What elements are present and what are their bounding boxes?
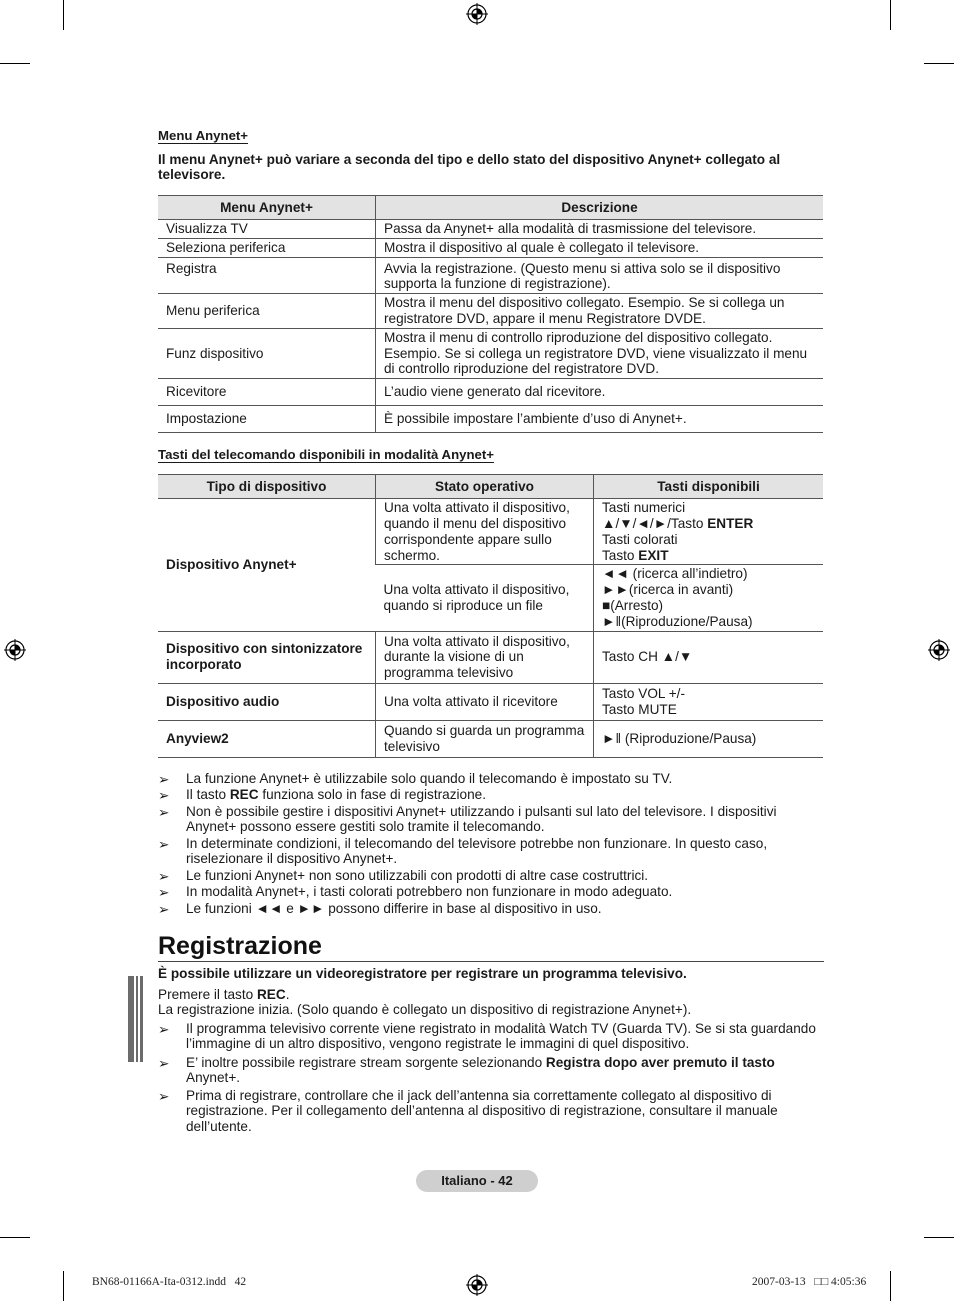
arrow-icon: ➢: [158, 901, 170, 917]
column-header: Tipo di dispositivo: [158, 474, 376, 499]
arrow-icon: ➢: [158, 836, 170, 852]
remote-keys-table: [158, 474, 823, 758]
anynet-menu-table: [158, 195, 823, 434]
remote-keys-heading: Tasti del telecomando disponibili in modalità Anynet+: [158, 447, 494, 463]
crop-mark: [924, 1237, 954, 1238]
column-header: Descrizione: [376, 195, 824, 220]
registration-mark-icon: [928, 639, 950, 661]
list-item: ➢ Il programma televisivo corrente viene registrato in modalità Watch TV (Guarda TV). Se si sta guardando l’immagine di un altro dispositivo, vengono registrate le immagini di quel dispositivo.: [158, 1020, 816, 1052]
crop-mark: [890, 1271, 891, 1301]
arrow-icon: ➢: [158, 1055, 170, 1071]
list-item: ➢ Prima di registrare, controllare che il jack dell’antenna sia correttamente collegato al dispositivo di registrazione. Per il collegamento dell’antenna al dispositivo di registrazione, consultare il manuale dell’utente.: [158, 1087, 778, 1134]
arrow-icon: ➢: [158, 1088, 170, 1104]
list-item: ➢ Le funzioni Anynet+ non sono utilizzabili con prodotti di altre case costruttrici.: [158, 867, 649, 884]
list-item: ➢ Il tasto REC funziona solo in fase di registrazione.: [158, 787, 486, 804]
list-item: ➢ In determinate condizioni, il telecomando del televisore potrebbe non funzionare. In questo caso, riselezionare il dispositivo Anynet+.: [158, 835, 768, 867]
crop-mark: [924, 63, 954, 64]
column-header: Menu Anynet+: [158, 195, 376, 220]
table-row: Menu periferica Mostra il menu del dispositivo collegato. Esempio. Se si collega un registratore DVD, appare il menu Registratore DVDE.: [158, 294, 823, 329]
table-row: Ricevitore L’audio viene generato dal ricevitore.: [158, 379, 823, 406]
step-text: Premere il tasto REC.: [158, 986, 290, 1002]
column-header: Stato operativo: [376, 474, 594, 499]
arrow-icon: ➢: [158, 885, 170, 901]
column-header: Tasti disponibili: [594, 474, 824, 499]
arrow-icon: ➢: [158, 1021, 170, 1037]
list-item: ➢ E’ inoltre possibile registrare stream sorgente selezionando Registra dopo aver premuto il tasto Anynet+.: [158, 1054, 775, 1086]
section-intro: È possibile utilizzare un videoregistratore per registrare un programma televisivo.: [158, 966, 687, 982]
table-row: Dispositivo audio Una volta attivato il ricevitore Tasto VOL +/- Tasto MUTE: [158, 683, 823, 720]
step-result-text: La registrazione inizia. (Solo quando è collegato un dispositivo di registrazione Anynet+).: [158, 1002, 692, 1018]
section-title: Registrazione: [158, 932, 322, 961]
table-row: Visualizza TV Passa da Anynet+ alla modalità di trasmissione del televisore.: [158, 220, 823, 239]
divider: [158, 961, 824, 962]
page-content: [158, 128, 823, 1135]
table-row: Impostazione È possibile impostare l’ambiente d’uso di Anynet+.: [158, 406, 823, 433]
crop-mark: [0, 63, 30, 64]
section-marker-bar: [128, 976, 144, 1062]
arrow-icon: ➢: [158, 788, 170, 804]
crop-mark: [0, 1237, 30, 1238]
list-item: ➢ In modalità Anynet+, i tasti colorati potrebbero non funzionare in modo adeguato.: [158, 884, 673, 901]
list-item: ➢ Le funzioni ◄◄ e ►► possono differire in base al dispositivo in uso.: [158, 900, 602, 917]
table-row: Registra Avvia la registrazione. (Questo menu si attiva solo se il dispositivo supporta la funzione di registrazione).: [158, 257, 823, 294]
crop-mark: [890, 0, 891, 30]
notes-list: [158, 771, 823, 917]
list-item: ➢ La funzione Anynet+ è utilizzabile solo quando il telecomando è impostato su TV.: [158, 770, 673, 787]
arrow-icon: ➢: [158, 771, 170, 787]
menu-anynet-intro: Il menu Anynet+ può variare a seconda del tipo e dello stato del dispositivo Anynet+ collegato al televisore.: [158, 151, 781, 182]
footer-timestamp: 2007-03-13 □□ 4:05:36: [752, 1276, 867, 1288]
table-row: Seleziona periferica Mostra il dispositivo al quale è collegato il televisore.: [158, 238, 823, 257]
footer-file-name: BN68-01166A-Ita-0312.indd 42: [92, 1276, 247, 1288]
registration-mark-icon: [466, 3, 488, 25]
registration-mark-icon: [4, 639, 26, 661]
crop-mark: [63, 0, 64, 30]
arrow-icon: ➢: [158, 868, 170, 884]
crop-mark: [63, 1271, 64, 1301]
table-row: Una volta attivato il dispositivo, quando si riproduce un file ◄◄ (ricerca all’indietro) ►►(ricerca in avanti) ■(Arresto) ►‖(Riproduzione/Pausa): [158, 565, 823, 631]
registrazione-notes: [158, 1021, 823, 1135]
arrow-icon: ➢: [158, 804, 170, 820]
page-number-badge: Italiano - 42: [416, 1170, 538, 1192]
table-row: Dispositivo con sintonizzatore incorporato Una volta attivato il dispositivo, durante la visione di un programma televisivo Tasto CH ▲/▼: [158, 631, 823, 683]
list-item: ➢ Non è possibile gestire i dispositivi Anynet+ utilizzando i pulsanti sul lato del televisore. I dispositivi Anynet+ possono essere gestiti solo tramite il telecomando.: [158, 803, 777, 835]
table-row: Anyview2 Quando si guarda un programma televisivo ►‖ (Riproduzione/Pausa): [158, 720, 823, 757]
menu-anynet-heading: Menu Anynet+: [158, 128, 249, 143]
table-row: Dispositivo Anynet+ Una volta attivato il dispositivo, quando il menu del dispositivo corrispondente appare sullo schermo. Tasti numerici ▲/▼/◄/►/Tasto ENTER Tasti colorati Tasto EXIT: [158, 499, 823, 565]
table-row: Funz dispositivo Mostra il menu di controllo riproduzione del dispositivo collegato. Esempio. Se si collega un registratore DVD, viene visualizzato il menu di controllo riproduzione del registratore DVD.: [158, 328, 823, 378]
registration-mark-icon: [466, 1274, 488, 1296]
registrazione-section: [158, 932, 823, 1134]
